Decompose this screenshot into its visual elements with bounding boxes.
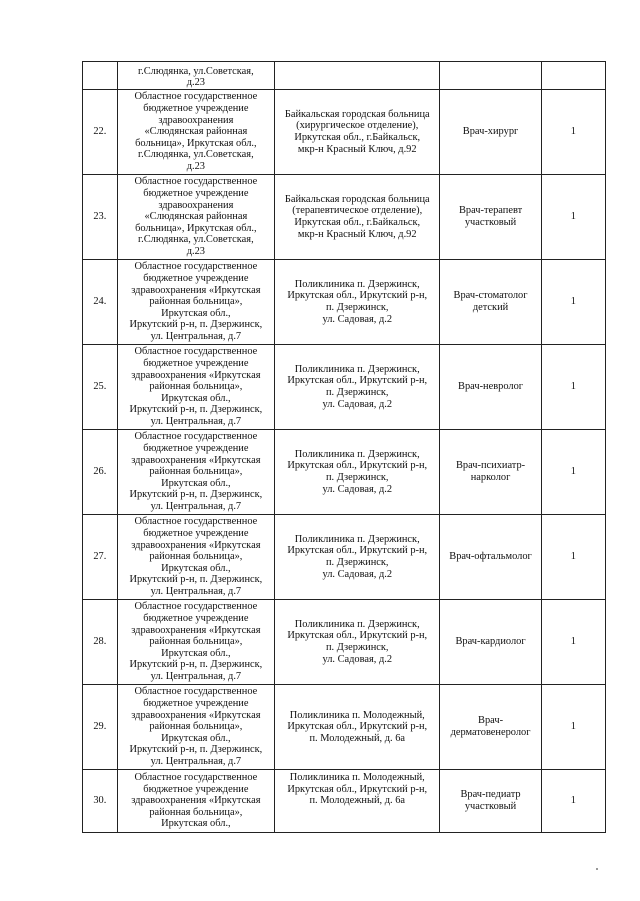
vacancies-table-body xyxy=(83,62,606,833)
text-line: районная больница», xyxy=(149,636,243,648)
cell-specialty xyxy=(440,770,541,833)
cell-number: 23. xyxy=(83,175,118,260)
text-line: ул. Центральная, д.7 xyxy=(150,755,242,767)
cell-number: 30. xyxy=(83,770,118,833)
text-line: Иркутская обл., xyxy=(161,818,231,830)
cell-specialty xyxy=(440,430,541,515)
text-line: г.Слюдянка, ул.Советская, xyxy=(138,234,254,246)
cell-count: 1 xyxy=(541,260,605,345)
cell-organization xyxy=(117,260,274,345)
cell-number: 28. xyxy=(83,600,118,685)
text-line: участковый xyxy=(464,217,517,228)
text-line: «Слюдянская районная xyxy=(144,211,248,223)
cell-number: 29. xyxy=(83,685,118,770)
cell-number xyxy=(83,62,118,90)
text-line: п. Дзержинск, xyxy=(325,642,389,653)
cell-organization xyxy=(117,345,274,430)
text-line: п. Дзержинск, xyxy=(325,472,389,483)
text-line: Врач-терапевт xyxy=(458,205,523,217)
cell-address xyxy=(275,430,440,515)
cell-specialty xyxy=(440,175,541,260)
text-line: Иркутская обл., Иркутский р-н, xyxy=(287,290,428,302)
text-line: Иркутский р-н, п. Дзержинск, xyxy=(129,659,263,671)
text-line: ул. Центральная, д.7 xyxy=(150,330,242,342)
text-line: Врач-психиатр- xyxy=(455,460,526,472)
text-line: Иркутская обл., г.Байкальск, xyxy=(294,217,421,228)
text-line: Врач-хирург xyxy=(462,126,519,138)
table-row xyxy=(83,345,606,430)
text-line: бюджетное учреждение xyxy=(143,103,249,115)
text-line: Поликлиника п. Дзержинск, xyxy=(294,448,420,460)
cell-count: 1 xyxy=(541,430,605,515)
table-row xyxy=(83,600,606,685)
text-line: ул. Садовая, д.2 xyxy=(322,313,393,325)
text-line: бюджетное учреждение xyxy=(143,443,249,455)
text-line: Иркутский р-н, п. Дзержинск, xyxy=(129,574,263,586)
text-line: районная больница», xyxy=(149,721,243,733)
cell-organization xyxy=(117,62,274,90)
text-line: г.Слюдянка, ул.Советская, xyxy=(138,149,254,161)
text-line: ул. Центральная, д.7 xyxy=(150,670,242,682)
text-line: (хирургическое отделение), xyxy=(296,120,419,132)
text-line: больница», Иркутская обл., xyxy=(135,137,257,149)
text-line: Областное государственное xyxy=(134,686,258,698)
cell-organization xyxy=(117,430,274,515)
text-line: Областное государственное xyxy=(134,601,258,613)
text-line: Врач-стоматолог xyxy=(453,290,528,302)
cell-organization xyxy=(117,90,274,175)
text-line: п. Дзержинск, xyxy=(325,387,389,398)
text-line: п. Дзержинск, xyxy=(325,302,389,313)
cell-specialty xyxy=(440,90,541,175)
table-row xyxy=(83,260,606,345)
cell-specialty xyxy=(440,345,541,430)
cell-number: 27. xyxy=(83,515,118,600)
table-row-continuation xyxy=(83,62,606,90)
text-line: здравоохранения xyxy=(158,114,234,126)
text-line: Поликлиника п. Дзержинск, xyxy=(294,363,420,375)
cell-address xyxy=(275,175,440,260)
cell-specialty xyxy=(440,515,541,600)
text-line: Иркутская обл., г.Байкальск, xyxy=(294,132,421,143)
text-line: (терапевтическое отделение), xyxy=(292,205,423,217)
table-row xyxy=(83,90,606,175)
cell-organization xyxy=(117,770,274,833)
text-line: ул. Центральная, д.7 xyxy=(150,585,242,597)
cell-address xyxy=(275,345,440,430)
text-line: п. Молодежный, д. 6а xyxy=(309,795,406,807)
cell-count: 1 xyxy=(541,90,605,175)
cell-number: 26. xyxy=(83,430,118,515)
text-line: Иркутская обл., Иркутский р-н, xyxy=(287,630,428,642)
cell-count: 1 xyxy=(541,685,605,770)
text-line: детский xyxy=(472,302,509,313)
text-line: бюджетное учреждение xyxy=(143,698,249,710)
text-line: Иркутская обл., xyxy=(161,732,231,744)
cell-specialty xyxy=(440,685,541,770)
text-line: ул. Садовая, д.2 xyxy=(322,398,393,410)
text-line: Иркутская обл., xyxy=(161,647,231,659)
cell-address xyxy=(275,600,440,685)
text-line: мкр-н Красный Ключ, д.92 xyxy=(297,143,417,155)
text-line: д.23 xyxy=(186,245,205,257)
scan-speck xyxy=(596,868,598,870)
text-line: Иркутская обл., xyxy=(161,562,231,574)
text-line: бюджетное учреждение xyxy=(143,783,249,795)
table-row xyxy=(83,175,606,260)
text-line: районная больница», xyxy=(149,296,243,308)
cell-address xyxy=(275,685,440,770)
text-line: здравоохранения xyxy=(158,199,234,211)
text-line: Областное государственное xyxy=(134,261,258,273)
cell-number: 22. xyxy=(83,90,118,175)
text-line: мкр-н Красный Ключ, д.92 xyxy=(297,228,417,240)
cell-organization xyxy=(117,175,274,260)
text-line: Иркутская обл., xyxy=(161,307,231,319)
text-line: ул. Садовая, д.2 xyxy=(322,653,393,665)
text-line: Областное государственное xyxy=(134,91,258,103)
text-line: районная больница», xyxy=(149,466,243,478)
text-line: Областное государственное xyxy=(134,516,258,528)
text-line: здравоохранения «Иркутская xyxy=(131,624,261,636)
text-line: Байкальская городская больница xyxy=(284,108,430,120)
text-line: Поликлиника п. Дзержинск, xyxy=(294,278,420,290)
text-line: здравоохранения «Иркутская xyxy=(131,539,261,551)
table-row xyxy=(83,770,606,833)
text-line: Иркутская обл., Иркутский р-н, xyxy=(287,460,428,472)
text-line: Иркутский р-н, п. Дзержинск, xyxy=(129,404,263,416)
cell-organization xyxy=(117,685,274,770)
vacancies-table xyxy=(82,61,606,833)
text-line: здравоохранения «Иркутская xyxy=(131,709,261,721)
text-line: ул. Садовая, д.2 xyxy=(322,568,393,580)
text-line: бюджетное учреждение xyxy=(143,528,249,540)
cell-number: 24. xyxy=(83,260,118,345)
text-line: д.23 xyxy=(186,77,205,89)
text-line: ул. Центральная, д.7 xyxy=(150,500,242,512)
text-line: Иркутский р-н, п. Дзержинск, xyxy=(129,744,263,756)
text-line: здравоохранения «Иркутская xyxy=(131,795,261,807)
text-line: районная больница», xyxy=(149,806,243,818)
table-row xyxy=(83,430,606,515)
text-line: районная больница», xyxy=(149,551,243,563)
text-line: г.Слюдянка, ул.Советская, xyxy=(138,65,254,77)
text-line: ул. Центральная, д.7 xyxy=(150,415,242,427)
cell-organization xyxy=(117,515,274,600)
text-line: больница», Иркутская обл., xyxy=(135,222,257,234)
text-line: Врач- xyxy=(478,715,504,727)
cell-organization xyxy=(117,600,274,685)
cell-specialty xyxy=(440,600,541,685)
text-line: Поликлиника п. Дзержинск, xyxy=(294,533,420,545)
text-line: Врач-офтальмолог xyxy=(449,551,532,563)
text-line: д.23 xyxy=(186,160,205,172)
cell-address xyxy=(275,62,440,90)
text-line: Иркутская обл., xyxy=(161,477,231,489)
cell-specialty xyxy=(440,62,541,90)
text-line: Областное государственное xyxy=(134,176,258,188)
text-line: бюджетное учреждение xyxy=(143,273,249,285)
text-line: Иркутский р-н, п. Дзержинск, xyxy=(129,319,263,331)
text-line: «Слюдянская районная xyxy=(144,126,248,138)
text-line: дерматовенеролог xyxy=(450,727,531,738)
text-line: Иркутская обл., Иркутский р-н, xyxy=(287,721,428,733)
text-line: Врач-невролог xyxy=(458,381,524,393)
text-line: Иркутская обл., Иркутский р-н, xyxy=(287,375,428,387)
text-line: здравоохранения «Иркутская xyxy=(131,454,261,466)
text-line: нарколог xyxy=(470,472,511,483)
cell-address xyxy=(275,770,440,833)
cell-count: 1 xyxy=(541,345,605,430)
cell-count: 1 xyxy=(541,175,605,260)
text-line: Иркутская обл., Иркутский р-н, xyxy=(287,783,428,795)
cell-count: 1 xyxy=(541,515,605,600)
text-line: Байкальская городская больница xyxy=(284,193,430,205)
cell-address xyxy=(275,515,440,600)
text-line: районная больница», xyxy=(149,381,243,393)
text-line: Иркутский р-н, п. Дзержинск, xyxy=(129,489,263,501)
text-line: здравоохранения «Иркутская xyxy=(131,369,261,381)
text-line: Поликлиника п. Дзержинск, xyxy=(294,618,420,630)
text-line: Областное государственное xyxy=(134,431,258,443)
text-line: участковый xyxy=(464,801,517,812)
text-line: здравоохранения «Иркутская xyxy=(131,284,261,296)
cell-address xyxy=(275,260,440,345)
text-line: Областное государственное xyxy=(134,772,258,783)
cell-count xyxy=(541,62,605,90)
text-line: бюджетное учреждение xyxy=(143,358,249,370)
cell-number: 25. xyxy=(83,345,118,430)
table-row xyxy=(83,685,606,770)
text-line: п. Дзержинск, xyxy=(325,557,389,568)
text-line: бюджетное учреждение xyxy=(143,188,249,200)
text-line: Поликлиника п. Молодежный, xyxy=(289,709,425,721)
text-line: п. Молодежный, д. 6а xyxy=(309,732,406,744)
cell-count: 1 xyxy=(541,600,605,685)
cell-specialty xyxy=(440,260,541,345)
text-line: Областное государственное xyxy=(134,346,258,358)
text-line: Врач-кардиолог xyxy=(455,636,526,648)
text-line: ул. Садовая, д.2 xyxy=(322,483,393,495)
cell-count: 1 xyxy=(541,770,605,833)
text-line: Иркутская обл., Иркутский р-н, xyxy=(287,545,428,557)
text-line: Иркутская обл., xyxy=(161,392,231,404)
text-line: Врач-педиатр xyxy=(460,789,521,801)
text-line: Поликлиника п. Молодежный, xyxy=(289,772,425,783)
cell-address xyxy=(275,90,440,175)
table-row xyxy=(83,515,606,600)
text-line: бюджетное учреждение xyxy=(143,613,249,625)
